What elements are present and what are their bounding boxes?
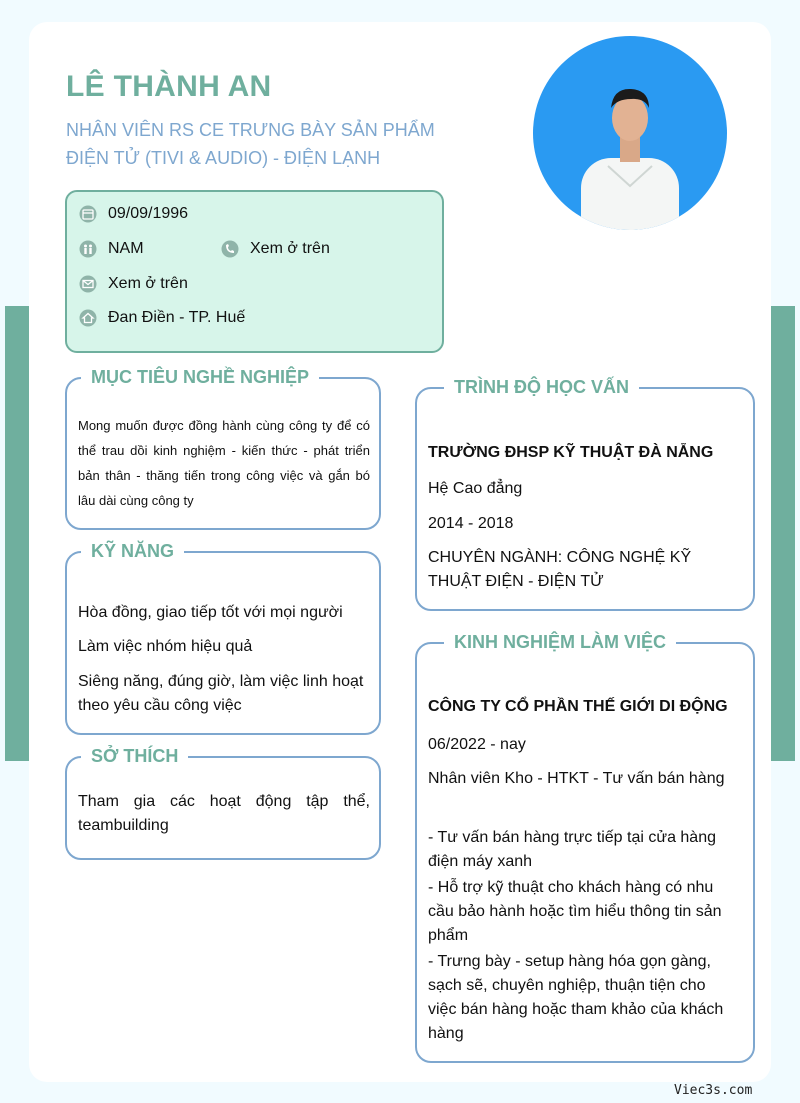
right-decor-band <box>771 306 795 761</box>
education-level: Hệ Cao đẳng <box>428 480 523 497</box>
hobbies-card <box>65 746 381 860</box>
job-position: Nhân viên Kho - HTKT - Tư vấn bán hàng <box>428 770 725 787</box>
education-years: 2014 - 2018 <box>428 515 514 532</box>
skill-item: Hòa đồng, giao tiếp tốt với mọi người <box>78 604 343 621</box>
education-title: TRÌNH ĐỘ HỌC VẤN <box>444 377 639 398</box>
gender-value: NAM <box>108 240 144 257</box>
role-line-2: ĐIỆN TỬ (TIVI & AUDIO) - ĐIỆN LẠNH <box>66 148 381 168</box>
gender-icon <box>78 239 98 259</box>
skills-title: KỸ NĂNG <box>81 541 184 562</box>
duty-item: - Tư vấn bán hàng trực tiếp tại cửa hàng điện máy xanh <box>428 829 716 870</box>
experience-card <box>415 632 755 1063</box>
contact-info-box <box>65 190 444 353</box>
home-icon <box>78 308 98 328</box>
objective-text: Mong muốn được đồng hành cùng công ty để có thể trau dồi kinh nghiệm - kiến thức - phát triển bản thân - thăng tiến trong công việc và gắn bó lâu dài cùng công ty <box>78 418 370 508</box>
hobbies-title: SỞ THÍCH <box>81 746 188 767</box>
email-item <box>78 274 188 294</box>
hobbies-text: Tham gia các hoạt động tập thể, teambuilding <box>78 793 370 834</box>
skill-item: Siêng năng, đúng giờ, làm việc linh hoạt theo yêu cầu công việc <box>78 673 364 714</box>
birthday-item <box>78 204 188 224</box>
email-value: Xem ở trên <box>108 275 188 292</box>
role-line-1: NHÂN VIÊN RS CE TRƯNG BÀY SẢN PHẨM <box>66 120 435 140</box>
left-decor-band <box>5 306 29 761</box>
objective-title: MỤC TIÊU NGHỀ NGHIỆP <box>81 367 319 388</box>
duty-item: - Trưng bày - setup hàng hóa gọn gàng, sạch sẽ, chuyên nghiệp, thuận tiện cho việc bán hàng hoặc tham khảo của khách hàng <box>428 953 724 1042</box>
address-value: Đan Điền - TP. Huế <box>108 309 246 326</box>
phone-value: Xem ở trên <box>250 240 330 257</box>
company-name: CÔNG TY CỔ PHẦN THẾ GIỚI DI ĐỘNG <box>428 698 728 715</box>
watermark: Viec3s.com <box>674 1083 753 1098</box>
work-period: 06/2022 - nay <box>428 736 526 753</box>
calendar-icon <box>78 204 98 224</box>
education-card <box>415 377 755 611</box>
profile-photo <box>533 36 727 230</box>
skill-item: Làm việc nhóm hiệu quả <box>78 638 253 655</box>
address-item <box>78 308 245 328</box>
gender-item <box>78 239 144 259</box>
birthday-value: 09/09/1996 <box>108 205 189 222</box>
experience-title: KINH NGHIỆM LÀM VIỆC <box>444 632 676 653</box>
school-name: TRƯỜNG ĐHSP KỸ THUẬT ĐÀ NẴNG <box>428 444 714 461</box>
education-major: CHUYÊN NGÀNH: CÔNG NGHỆ KỸ THUẬT ĐIỆN - ĐIỆN TỬ <box>428 549 692 590</box>
phone-icon <box>220 239 240 259</box>
candidate-role <box>66 116 466 172</box>
duty-item: - Hỗ trợ kỹ thuật cho khách hàng có nhu cầu bảo hành hoặc tìm hiểu thông tin sản phẩm <box>428 879 722 944</box>
phone-item <box>220 239 330 259</box>
candidate-name: LÊ THÀNH AN <box>66 70 272 103</box>
objective-card <box>65 367 381 530</box>
mail-icon <box>78 274 98 294</box>
skills-card <box>65 541 381 735</box>
